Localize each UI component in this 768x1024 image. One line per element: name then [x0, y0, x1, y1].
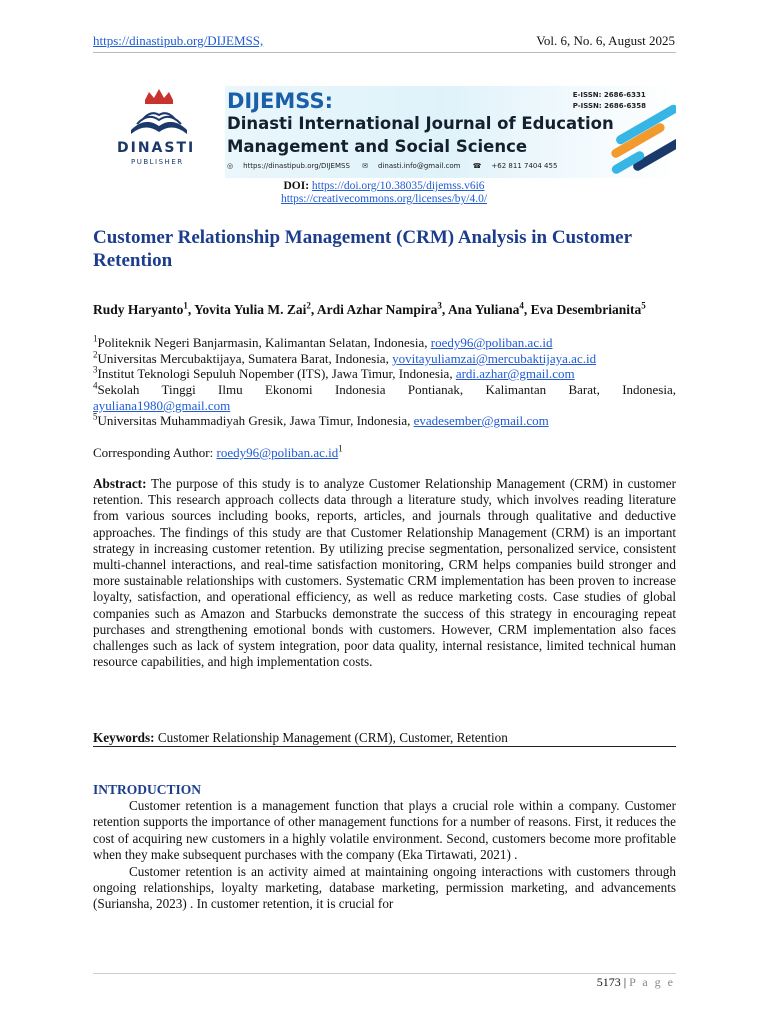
- book-crown-icon: [93, 86, 225, 140]
- publisher-logo: [93, 86, 225, 178]
- introduction-body: [93, 798, 676, 913]
- aff-sup: 1: [93, 333, 98, 344]
- keywords-divider: [93, 746, 676, 747]
- doi-label: DOI:: [283, 180, 310, 192]
- section-heading-introduction: INTRODUCTION: [93, 782, 202, 797]
- journal-phone: +62 811 7404 455: [491, 162, 558, 170]
- doi-link[interactable]: https://doi.org/10.38035/dijemss.v6i6: [311, 180, 485, 192]
- journal-title-line2: Management and Social Science: [227, 137, 528, 156]
- volume-info: Vol. 6, No. 6, August 2025: [536, 33, 675, 48]
- author-sup: 3: [437, 300, 442, 311]
- page-number: 5173: [596, 975, 621, 989]
- abstract-label: Abstract:: [93, 476, 147, 491]
- journal-abbr: DIJEMSS:: [227, 89, 334, 113]
- footer-divider: [93, 973, 676, 974]
- corr-email-link[interactable]: roedy96@poliban.ac.id: [216, 445, 339, 460]
- page-separator: |: [623, 975, 627, 989]
- journal-website: https://dinastipub.org/DIJEMSS: [243, 162, 350, 170]
- affiliation-4: [93, 382, 676, 398]
- aff-sup: 2: [93, 349, 98, 360]
- abstract-text: The purpose of this study is to analyze Customer Relationship Management (CRM) in customer retention. This research approach collects data through a literature study, which involves reading literature from various sources including books, reports, articles, and journals through qualitative and deductive approaches. The findings of this study are that Customer Relationship Management (CRM) is an important strategy in increasing customer retention. By utilizing precise segmentation, personalized service, consistent multi-channel interactions, and real-time satisfaction monitoring, CRM helps companies build stronger and more sustainable relationships with customers. Systematic CRM implementation has been proven to increase loyalty, satisfaction, and operational efficiency, as well as reduce marketing costs. Case studies of global companies such as Amazon and Starbucks demonstrate the success of this strategy in encouraging repeat purchases and strengthening emotional bonds with customers. However, CRM implementation also faces challenges such as lack of system integration, poor data quality, internal resistance, limited technical human resource capabilities, and high implementation costs.: [93, 476, 676, 670]
- author-name: Yovita Yulia M. Zai: [194, 302, 307, 317]
- keywords-text: Customer Relationship Management (CRM), Customer, Retention: [157, 730, 508, 745]
- affiliation-3: [93, 366, 676, 382]
- author-list: Rudy Haryanto$^1$, Yovita Yulia M. Zai$^2$, Ardi Azhar Nampira$^3$, Ana Yuliana$^4$, Eva Desembrianita$^5$: [93, 300, 646, 317]
- license-line: [0, 193, 768, 205]
- corr-label: Corresponding Author:: [93, 445, 217, 460]
- author-sup: 4: [519, 300, 524, 311]
- paragraph: Customer retention is a management function that plays a crucial role within a company. Customer retention supports the importance of other management functions for a number of reasons. First, it reduces the cost of acquiring new customers in a highly volatile environment. Second, customers become more profitable when they make subsequent purchases with the company (Eka Tirtawati, 2021) .: [93, 798, 676, 863]
- publisher-subtitle: PUBLISHER: [131, 158, 184, 166]
- journal-email: dinasti.info@gmail.com: [378, 162, 461, 170]
- author-name: Ana Yuliana: [447, 302, 520, 317]
- affiliation-4-email: [93, 398, 676, 414]
- paragraph: Customer retention is an activity aimed at maintaining ongoing interactions with customers through ongoing relationships, loyalty marketing, database marketing, permission marketing, and advancements (Suriansha, 2023) . In customer retention, it is crucial for: [93, 863, 676, 912]
- abstract: [93, 476, 676, 670]
- globe-icon: ◎: [227, 162, 234, 170]
- keywords: [93, 730, 676, 746]
- pissn: P-ISSN: 2686-6358: [572, 102, 646, 110]
- corresponding-author: [93, 445, 343, 461]
- aff-sup: 3: [93, 364, 98, 375]
- affiliation-1: [93, 335, 676, 351]
- affiliation-5: [93, 413, 676, 429]
- affiliation-2: [93, 351, 676, 367]
- phone-icon: ☎: [472, 162, 482, 170]
- doi-line: [0, 180, 768, 192]
- aff-email-link[interactable]: evadesember@gmail.com: [413, 413, 549, 428]
- author-sup: 5: [641, 300, 646, 311]
- license-link[interactable]: https://creativecommons.org/licenses/by/4.0/: [280, 193, 488, 205]
- aff-email-link[interactable]: ayuliana1980@gmail.com: [93, 398, 231, 413]
- journal-url-link[interactable]: https://dinastipub.org/DIJEMSS,: [93, 33, 264, 48]
- aff-text: Institut Teknologi Sepuluh Nopember (ITS), Jawa Timur, Indonesia,: [97, 366, 456, 381]
- aff-email-link[interactable]: yovitayuliamzai@mercubaktijaya.ac.id: [392, 351, 597, 366]
- mail-icon: ✉: [362, 162, 369, 170]
- header-divider: [93, 52, 676, 53]
- keywords-label: Keywords:: [93, 730, 155, 745]
- aff-sup: 4: [93, 380, 98, 391]
- corr-sup: 1: [338, 443, 343, 454]
- journal-banner: [93, 86, 676, 178]
- publisher-name: DINASTI: [117, 140, 196, 156]
- aff-sup: 5: [93, 411, 98, 422]
- paper-title: Customer Relationship Management (CRM) Analysis in Customer Retention: [93, 227, 632, 271]
- aff-text: Universitas Muhammadiyah Gresik, Jawa Timur, Indonesia,: [97, 413, 414, 428]
- issn-block: [573, 90, 646, 112]
- aff-text: Sekolah Tinggi Ilmu Ekonomi Indonesia Pontianak, Kalimantan Barat, Indonesia,: [97, 382, 676, 397]
- eissn: E-ISSN: 2686-6331: [572, 91, 646, 99]
- aff-email-link[interactable]: roedy96@poliban.ac.id: [430, 335, 553, 350]
- aff-text: Universitas Mercubaktijaya, Sumatera Barat, Indonesia,: [97, 351, 393, 366]
- author-name: Rudy Haryanto: [93, 302, 184, 317]
- author-sup: 2: [306, 300, 311, 311]
- author-name: Eva Desembrianita: [530, 302, 642, 317]
- author-sup: 1: [183, 300, 188, 311]
- aff-email-link[interactable]: ardi.azhar@gmail.com: [455, 366, 575, 381]
- page-footer: [597, 975, 675, 990]
- author-name: Ardi Azhar Nampira: [316, 302, 438, 317]
- page-label: P a g e: [629, 975, 675, 989]
- aff-text: Politeknik Negeri Banjarmasin, Kalimantan Selatan, Indonesia,: [97, 335, 431, 350]
- journal-contacts: [227, 162, 567, 170]
- journal-title-line1: Dinasti International Journal of Education: [227, 114, 614, 133]
